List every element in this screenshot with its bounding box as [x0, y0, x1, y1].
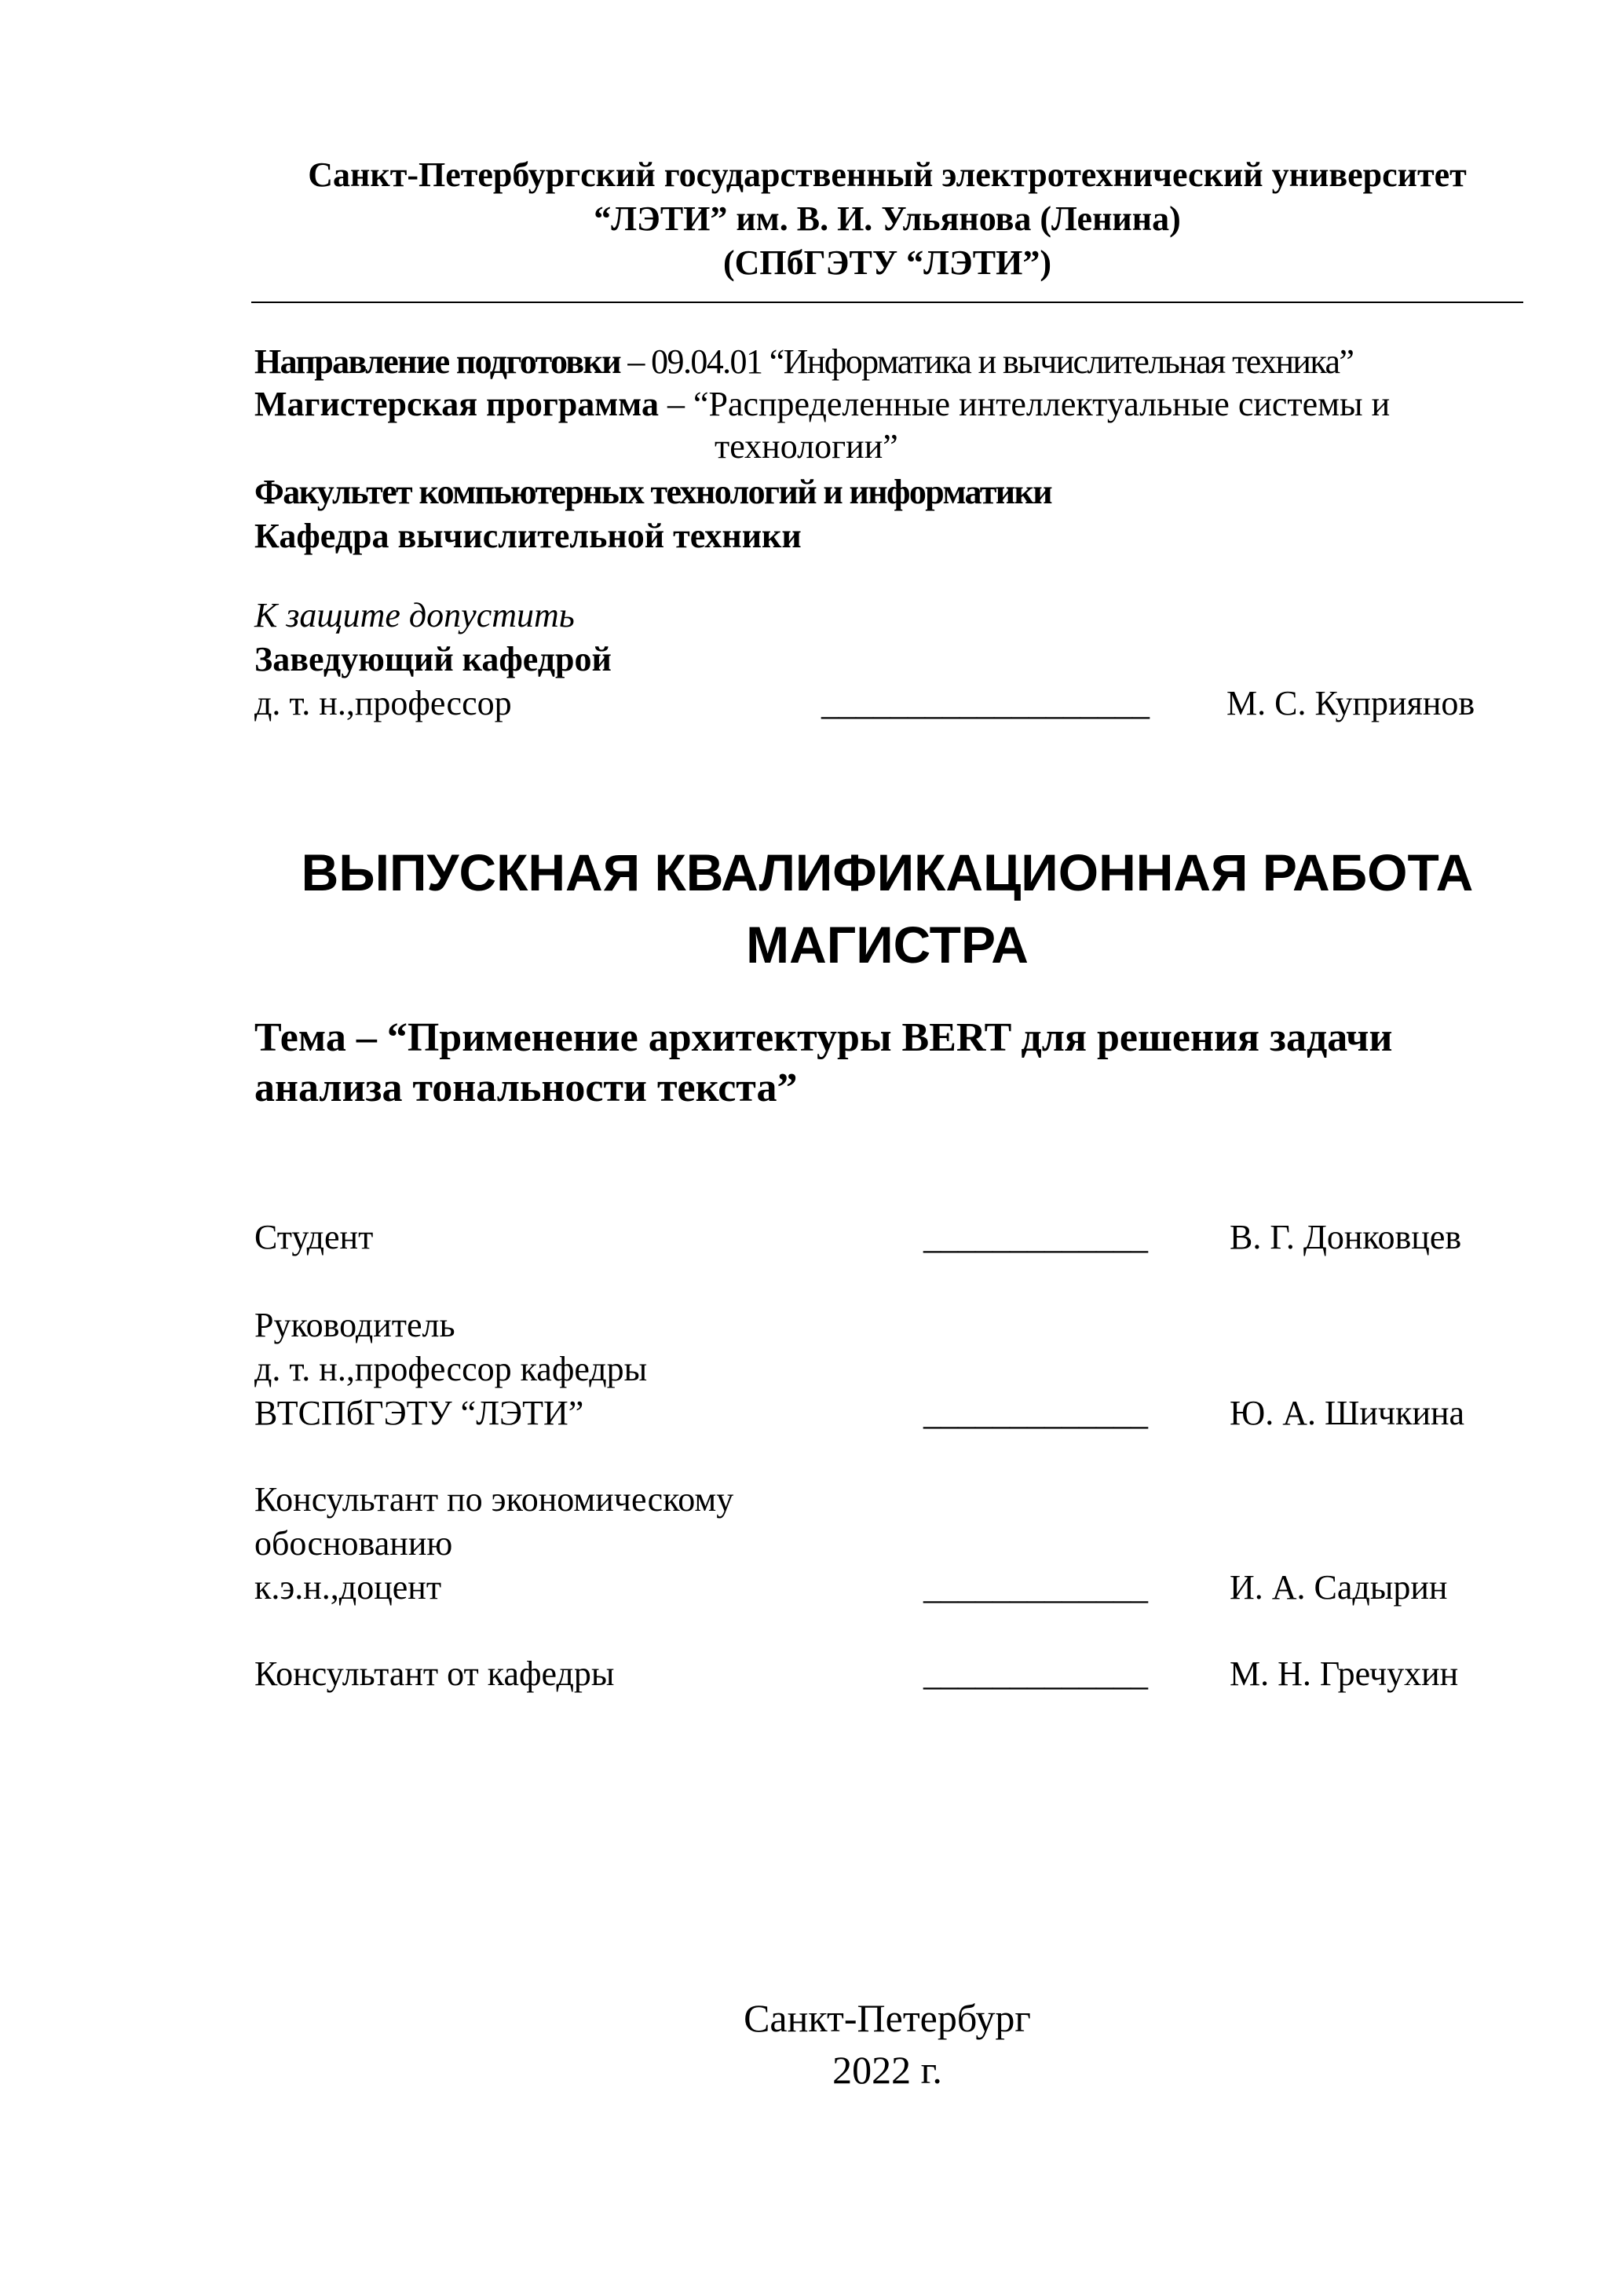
footer-city: Санкт-Петербург	[744, 1996, 1031, 2040]
department: Кафедра вычислительной техники	[254, 517, 802, 555]
university-name-line1: Санкт-Петербургский государственный электротехнический университет	[308, 155, 1467, 194]
footer-year: 2022 г.	[832, 2048, 942, 2092]
supervisor-signature-line: _____________	[923, 1394, 1148, 1432]
faculty: Факультет компьютерных технологий и информатики	[254, 473, 1052, 511]
econ-consultant-role: Консультант по экономическому	[254, 1480, 734, 1519]
econ-consultant-signature-line: _____________	[923, 1568, 1148, 1607]
direction-label: Направление подготовки	[254, 342, 620, 381]
head-degree: д. т. н.,профессор	[254, 684, 512, 722]
university-name-line2: “ЛЭТИ” им. В. И. Ульянова (Ленина)	[594, 199, 1181, 238]
header-divider	[251, 302, 1523, 303]
thesis-title-line1: ВЫПУСКНАЯ КВАЛИФИКАЦИОННАЯ РАБОТА	[301, 843, 1474, 901]
supervisor-name: Ю. А. Шичкина	[1230, 1394, 1465, 1432]
direction-of-study	[254, 341, 1353, 383]
supervisor-degree: д. т. н.,профессор кафедры	[254, 1350, 648, 1388]
program-label: Магистерская программа	[254, 385, 659, 423]
dept-consultant-role: Консультант от кафедры	[254, 1654, 615, 1693]
student-signature-line: _____________	[923, 1218, 1148, 1256]
head-signature-line: ___________________	[821, 684, 1150, 722]
program-value: – “Распределенные интеллектуальные системы и	[658, 385, 1391, 423]
student-role: Студент	[254, 1218, 374, 1256]
program-value-continued: технологии”	[715, 427, 898, 466]
thesis-topic-line2: анализа тональности текста”	[254, 1066, 798, 1110]
head-name: М. С. Куприянов	[1226, 684, 1475, 722]
head-of-department-title: Заведующий кафедрой	[254, 640, 612, 678]
admit-to-defense: К защите допустить	[254, 596, 575, 634]
dept-consultant-signature-line: _____________	[923, 1654, 1148, 1693]
econ-consultant-name: И. А. Садырин	[1230, 1568, 1448, 1607]
dept-consultant-name: М. Н. Гречухин	[1230, 1654, 1459, 1693]
econ-consultant-degree: к.э.н.,доцент	[254, 1568, 442, 1607]
thesis-topic-line1: Тема – “Применение архитектуры BERT для решения задачи	[254, 1015, 1393, 1060]
university-abbreviation: (СПбГЭТУ “ЛЭТИ”)	[723, 243, 1051, 282]
direction-value: – 09.04.01 “Информатика и вычислительная техника”	[620, 342, 1354, 381]
econ-consultant-role-continued: обоснованию	[254, 1524, 453, 1563]
student-name: В. Г. Донковцев	[1230, 1218, 1462, 1256]
supervisor-role: Руководитель	[254, 1306, 455, 1344]
master-program	[254, 383, 1390, 426]
supervisor-affiliation: ВТСПбГЭТУ “ЛЭТИ”	[254, 1394, 584, 1432]
thesis-title-line2: МАГИСТРА	[746, 916, 1029, 974]
